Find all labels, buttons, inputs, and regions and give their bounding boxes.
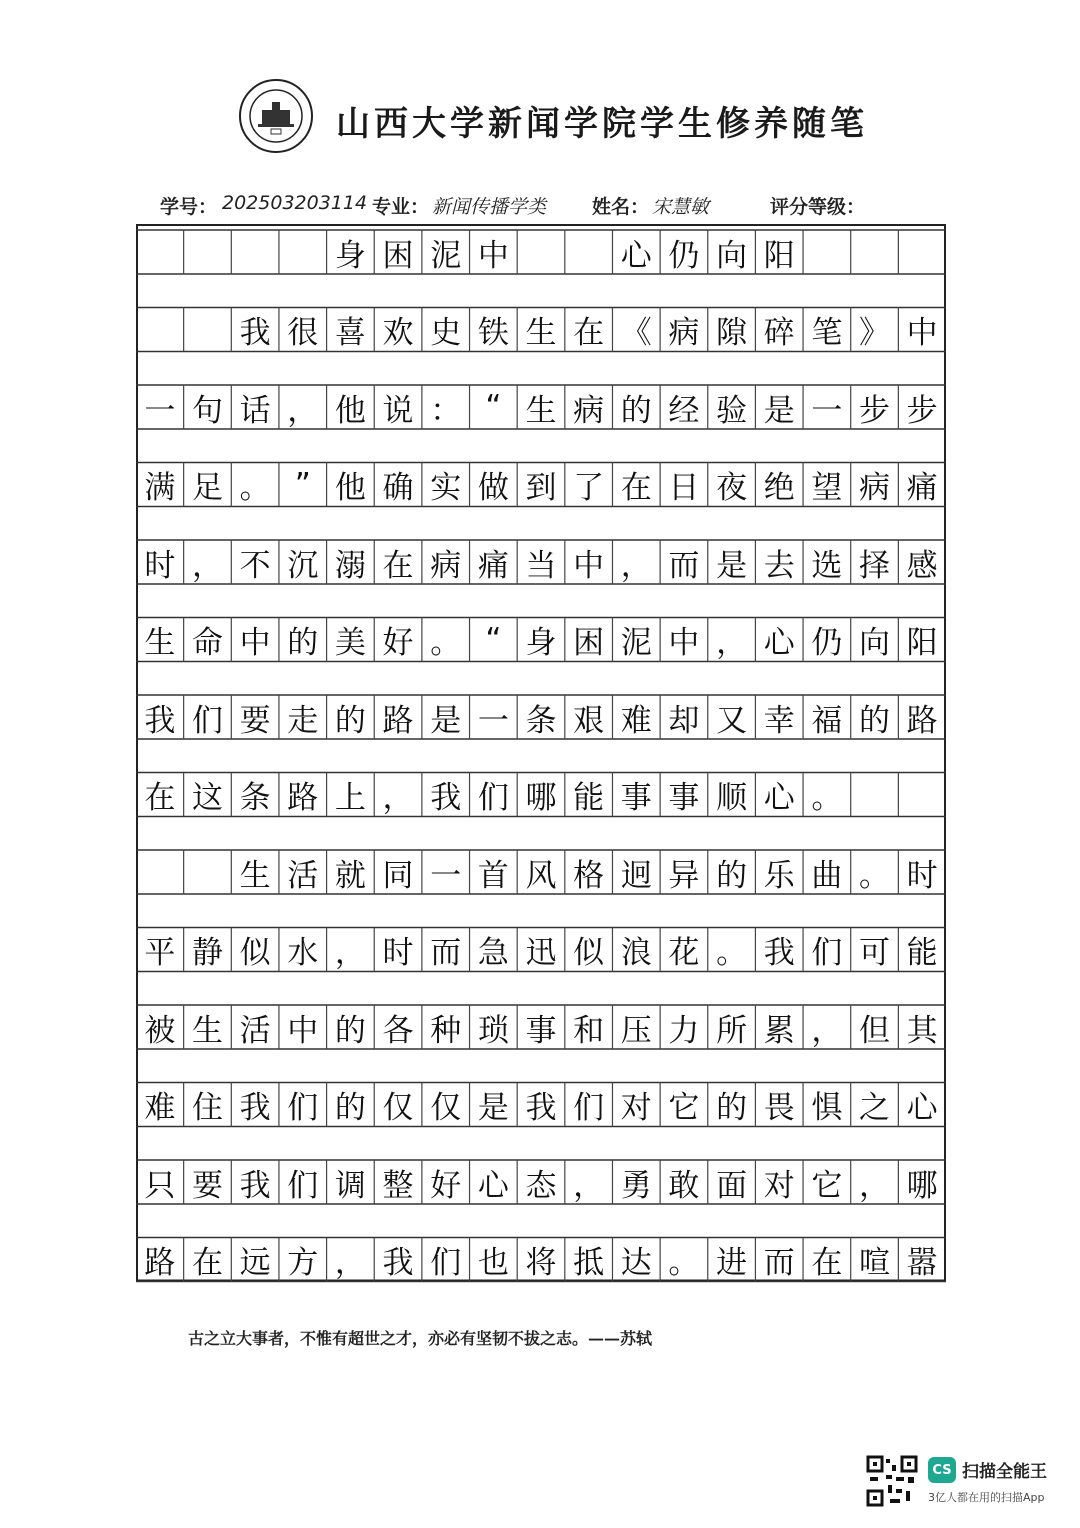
essay-char-cell: 花 (668, 935, 700, 971)
essay-char-cell: 调 (334, 1167, 366, 1204)
essay-char-cell: 所 (716, 1012, 748, 1049)
essay-char-cell: 这 (191, 780, 223, 816)
essay-char-cell: 勇 (620, 1167, 652, 1204)
essay-char-cell: 。 (811, 780, 843, 816)
essay-char-cell: 哪 (906, 1167, 938, 1204)
essay-char-cell: 心 (906, 1090, 938, 1126)
essay-char-cell: 时 (144, 547, 176, 584)
essay-char-cell: 。 (859, 857, 891, 894)
essay-char-cell: 句 (191, 392, 223, 429)
essay-char-cell (565, 230, 613, 274)
essay-char-cell: 向 (716, 237, 748, 274)
essay-char-cell: “ (485, 389, 502, 425)
essay-char-cell: 身 (334, 237, 366, 274)
essay-char-cell: 他 (334, 470, 366, 506)
essay-char-cell: 整 (382, 1167, 414, 1204)
essay-char-cell: 做 (477, 470, 509, 506)
essay-char-cell: ， (334, 935, 366, 971)
essay-char-cell: 心 (477, 1167, 509, 1204)
essay-char-cell: 而 (430, 935, 462, 971)
essay-char-cell: 阳 (763, 237, 795, 274)
essay-char-cell: 各 (382, 1012, 414, 1049)
essay-char-cell: 也 (477, 1245, 509, 1281)
essay-char-cell: 泥 (430, 237, 462, 274)
essay-row (136, 463, 946, 507)
essay-char-cell: 格 (573, 857, 605, 894)
essay-char-cell: 乐 (763, 857, 795, 894)
essay-row (136, 695, 946, 739)
essay-char-cell: 达 (620, 1245, 652, 1281)
essay-char-cell: 能 (573, 780, 605, 816)
essay-char-cell: 曲 (811, 857, 843, 894)
essay-char-cell: 困 (573, 625, 605, 661)
essay-char-cell: 》 (859, 315, 891, 351)
essay-char-cell: 抵 (573, 1245, 605, 1281)
essay-char-cell: 嚣 (906, 1245, 938, 1281)
essay-char-cell: 急 (477, 935, 509, 971)
essay-char-cell: 不 (239, 547, 271, 584)
essay-char-cell: 在 (382, 547, 414, 584)
essay-row (136, 385, 946, 429)
essay-char-cell: 我 (239, 1167, 271, 1204)
essay-char-cell (803, 230, 851, 274)
essay-row (136, 928, 946, 972)
essay-row (136, 773, 946, 817)
essay-char-cell: ， (859, 1167, 891, 1204)
essay-char-cell: 我 (430, 780, 462, 816)
essay-char-cell: 条 (239, 780, 271, 816)
essay-char-cell: 的 (334, 1012, 366, 1049)
essay-char-cell: 身 (525, 625, 557, 661)
essay-char-cell: 力 (668, 1012, 700, 1049)
essay-char-cell: 心 (620, 237, 652, 274)
essay-char-cell: 步 (906, 392, 938, 429)
essay-char-cell: 态 (525, 1167, 557, 1204)
essay-char-cell: 可 (859, 935, 891, 971)
essay-row (136, 1083, 946, 1127)
essay-char-cell: 去 (763, 547, 795, 584)
essay-char-cell: 他 (334, 392, 366, 429)
essay-char-cell: 选 (811, 547, 843, 584)
essay-char-cell: 笔 (811, 315, 843, 351)
essay-char-cell: 是 (430, 702, 462, 739)
essay-char-cell: 就 (334, 857, 366, 894)
essay-char-cell: 是 (716, 547, 748, 584)
essay-char-cell: 中 (906, 315, 938, 351)
writing-grid (136, 224, 946, 1309)
student-id-label: 学号： (160, 196, 218, 218)
essay-row (136, 1005, 946, 1049)
essay-char-cell: 日 (668, 470, 700, 506)
essay-char-cell: 事 (620, 780, 652, 816)
essay-char-cell: ， (382, 780, 414, 816)
essay-char-cell (184, 850, 232, 894)
essay-char-cell: 痛 (906, 470, 938, 506)
essay-char-cell: 将 (525, 1245, 557, 1281)
essay-char-cell: 择 (859, 547, 891, 584)
essay-char-cell: 很 (287, 315, 319, 351)
essay-char-cell: 喧 (859, 1245, 891, 1281)
essay-char-cell: 似 (573, 935, 605, 971)
essay-char-cell: 琐 (477, 1012, 509, 1049)
essay-char-cell: 福 (811, 702, 843, 739)
essay-char-cell: 说 (382, 392, 414, 429)
essay-row (136, 230, 946, 274)
camscanner-logo-icon: CS (928, 1457, 956, 1483)
qr-code-icon (866, 1455, 918, 1507)
essay-char-cell: 迥 (620, 857, 652, 894)
essay-char-cell: 和 (573, 1012, 605, 1049)
essay-char-cell: 经 (668, 392, 700, 429)
essay-char-cell: 路 (906, 702, 938, 739)
essay-row (136, 308, 946, 352)
essay-char-cell: 美 (334, 625, 366, 661)
essay-char-cell (898, 230, 946, 274)
essay-char-cell: ： (430, 392, 462, 429)
essay-char-cell: 我 (525, 1090, 557, 1126)
essay-char-cell: 被 (144, 1012, 176, 1049)
essay-char-cell: 到 (525, 470, 557, 506)
essay-char-cell (184, 308, 232, 352)
essay-char-cell: 的 (334, 1090, 366, 1126)
essay-row (136, 618, 946, 662)
essay-char-cell: 。 (716, 935, 748, 971)
essay-char-cell: 向 (859, 625, 891, 661)
essay-char-cell: 感 (906, 547, 938, 584)
essay-char-cell: 敢 (668, 1167, 700, 1204)
essay-char-cell: 验 (716, 392, 748, 429)
essay-char-cell: 中 (287, 1012, 319, 1049)
essay-char-cell: 心 (763, 780, 795, 816)
essay-char-cell: 困 (382, 237, 414, 274)
essay-char-cell: 艰 (573, 702, 605, 739)
essay-char-cell: 足 (191, 470, 223, 506)
essay-char-cell: 而 (763, 1245, 795, 1281)
essay-row (136, 1238, 946, 1282)
essay-char-cell: 中 (573, 547, 605, 584)
essay-row (136, 540, 946, 584)
essay-char-cell: 一 (477, 702, 509, 739)
major-value: 新闻传播学类 (432, 196, 547, 218)
watermark-slogan: 3亿人都在用的扫描App (928, 1491, 1045, 1504)
footer-quote: 古之立大事者，不惟有超世之才，亦必有坚韧不拔之志。——苏轼 (188, 1329, 653, 1348)
essay-char-cell: 中 (477, 237, 509, 274)
essay-char-cell: 活 (239, 1012, 271, 1049)
essay-char-cell: 又 (716, 702, 748, 739)
essay-char-cell (184, 230, 232, 274)
essay-char-cell: 铁 (477, 315, 509, 351)
essay-char-cell: 生 (144, 625, 176, 661)
essay-char-cell: 。 (239, 470, 271, 506)
essay-char-cell: 幸 (763, 702, 795, 739)
essay-char-cell: 痛 (477, 547, 509, 584)
essay-char-cell: 首 (477, 857, 509, 894)
essay-char-cell: ” (294, 466, 311, 503)
essay-char-cell: 静 (191, 935, 223, 971)
essay-char-cell: 们 (287, 1167, 319, 1204)
essay-char-cell: 生 (525, 315, 557, 351)
essay-char-cell: 畏 (763, 1090, 795, 1126)
essay-char-cell: 我 (239, 315, 271, 351)
essay-char-cell: 进 (716, 1245, 748, 1281)
page-title: 山西大学新闻学院学生修养随笔 (336, 104, 868, 144)
essay-char-cell: 当 (525, 547, 557, 584)
page-header (0, 0, 1080, 180)
essay-char-cell: 远 (239, 1245, 271, 1281)
essay-char-cell (231, 230, 279, 274)
essay-char-cell: 路 (287, 780, 319, 816)
essay-char-cell (279, 230, 327, 274)
essay-char-cell: 之 (859, 1090, 891, 1126)
essay-char-cell: 惧 (811, 1090, 843, 1126)
essay-char-cell: 水 (287, 935, 319, 971)
essay-char-cell: 上 (334, 780, 366, 816)
essay-char-cell: 我 (239, 1090, 271, 1126)
essay-char-cell: 而 (668, 547, 700, 584)
scanner-watermark (866, 1455, 1076, 1511)
essay-char-cell (136, 308, 184, 352)
essay-char-cell: 确 (382, 470, 414, 506)
essay-char-cell: 压 (620, 1012, 652, 1049)
essay-char-cell (517, 230, 565, 274)
essay-char-cell: 病 (668, 315, 700, 351)
essay-char-cell: 它 (811, 1167, 843, 1204)
essay-char-cell: 溺 (334, 547, 366, 584)
essay-char-cell: 是 (477, 1090, 509, 1126)
grade-label: 评分等级： (770, 196, 866, 218)
essay-row (136, 1160, 946, 1204)
essay-char-cell: 仍 (811, 625, 843, 661)
essay-char-cell: 了 (573, 470, 605, 506)
essay-char-cell: 要 (239, 702, 271, 739)
essay-char-cell: 异 (668, 857, 700, 894)
essay-char-cell: 隙 (716, 315, 748, 351)
essay-char-cell (136, 230, 184, 274)
essay-char-cell: 中 (239, 625, 271, 661)
essay-char-cell: 是 (763, 392, 795, 429)
essay-char-cell: 绝 (763, 470, 795, 506)
essay-char-cell: 的 (716, 1090, 748, 1126)
essay-char-cell: 中 (668, 625, 700, 661)
essay-char-cell: 其 (906, 1012, 938, 1049)
essay-char-cell: 生 (525, 392, 557, 429)
essay-char-cell: ， (620, 547, 652, 584)
essay-char-cell: 哪 (525, 780, 557, 816)
essay-char-cell: 泥 (620, 625, 652, 661)
essay-char-cell: ， (716, 625, 748, 661)
essay-char-cell: 好 (430, 1167, 462, 1204)
essay-char-cell: ， (811, 1012, 843, 1049)
essay-char-cell: 的 (859, 702, 891, 739)
essay-char-cell: 事 (668, 780, 700, 816)
essay-char-cell: 话 (239, 392, 271, 429)
essay-char-cell: ， (334, 1245, 366, 1281)
essay-char-cell: 病 (430, 547, 462, 584)
essay-char-cell (851, 230, 899, 274)
essay-char-cell: ， (287, 392, 319, 429)
student-id-value: 202503203114 (222, 192, 368, 214)
essay-char-cell: 迅 (525, 935, 557, 971)
essay-char-cell: 的 (620, 392, 652, 429)
essay-char-cell: 路 (382, 702, 414, 739)
name-value: 宋慧敏 (652, 196, 710, 218)
essay-char-cell: 走 (287, 702, 319, 739)
essay-char-cell: 们 (287, 1090, 319, 1126)
essay-char-cell: 实 (430, 470, 462, 506)
essay-char-cell: 平 (144, 935, 176, 971)
essay-char-cell: 命 (191, 625, 223, 661)
essay-char-cell: 喜 (334, 315, 366, 351)
essay-char-cell: 风 (525, 857, 557, 894)
essay-char-cell: 活 (287, 857, 319, 894)
essay-char-cell: 在 (811, 1245, 843, 1281)
essay-char-cell: 。 (430, 625, 462, 661)
essay-char-cell: 同 (382, 857, 414, 894)
essay-char-cell: 在 (573, 315, 605, 351)
essay-char-cell: 《 (620, 315, 652, 351)
essay-char-cell: 却 (668, 702, 700, 739)
student-info-line (160, 192, 920, 222)
essay-char-cell: 在 (191, 1245, 223, 1281)
essay-char-cell: 种 (430, 1012, 462, 1049)
essay-char-cell: 们 (477, 780, 509, 816)
essay-char-cell: 顺 (716, 780, 748, 816)
essay-char-cell: 累 (763, 1012, 795, 1049)
essay-char-cell: 们 (573, 1090, 605, 1126)
essay-char-cell: 能 (906, 935, 938, 971)
major-label: 专业： (372, 196, 430, 218)
essay-char-cell: 阳 (906, 625, 938, 661)
essay-char-cell: 我 (763, 935, 795, 971)
essay-char-cell: 仍 (668, 237, 700, 274)
essay-char-cell: 浪 (620, 935, 652, 971)
essay-char-cell: 条 (525, 702, 557, 739)
essay-char-cell: 路 (144, 1245, 176, 1281)
essay-char-cell: 病 (859, 470, 891, 506)
essay-char-cell: 病 (573, 392, 605, 429)
essay-char-cell: 对 (763, 1167, 795, 1204)
essay-char-cell: 的 (334, 702, 366, 739)
essay-char-cell: 们 (430, 1245, 462, 1281)
essay-char-cell: 们 (811, 935, 843, 971)
essay-char-cell: 但 (859, 1012, 891, 1049)
essay-char-cell: 住 (191, 1090, 223, 1126)
essay-char-cell: 好 (382, 625, 414, 661)
essay-char-cell: 的 (287, 625, 319, 661)
essay-char-cell: 一 (144, 392, 176, 429)
essay-char-cell: 欢 (382, 315, 414, 351)
essay-char-cell: 仅 (382, 1090, 414, 1126)
essay-char-cell: 心 (763, 625, 795, 661)
essay-char-cell: 难 (144, 1090, 176, 1126)
essay-char-cell: 一 (811, 392, 843, 429)
essay-char-cell: 史 (430, 315, 462, 351)
essay-char-cell: 的 (716, 857, 748, 894)
watermark-app-name: 扫描全能王 (962, 1462, 1047, 1482)
essay-char-cell: 仅 (430, 1090, 462, 1126)
essay-char-cell: 方 (287, 1245, 319, 1281)
essay-char-cell: 满 (144, 470, 176, 506)
essay-char-cell: 时 (906, 857, 938, 894)
essay-char-cell: 似 (239, 935, 271, 971)
essay-char-cell: “ (485, 621, 502, 658)
essay-char-cell: 碎 (763, 315, 795, 351)
essay-char-cell: 。 (668, 1245, 700, 1281)
essay-char-cell: 们 (191, 702, 223, 739)
essay-char-cell: 望 (811, 470, 843, 506)
essay-char-cell: 步 (859, 392, 891, 429)
essay-char-cell: 要 (191, 1167, 223, 1204)
essay-char-cell (136, 850, 184, 894)
essay-char-cell: 一 (430, 857, 462, 894)
essay-char-cell: 生 (191, 1012, 223, 1049)
university-seal-logo (238, 78, 314, 154)
essay-char-cell: 我 (144, 702, 176, 739)
essay-char-cell: 难 (620, 702, 652, 739)
essay-char-cell: 对 (620, 1090, 652, 1126)
essay-char-cell: 夜 (716, 470, 748, 506)
essay-char-cell: ， (573, 1167, 605, 1204)
essay-char-cell: 在 (620, 470, 652, 506)
essay-char-cell: 只 (144, 1167, 176, 1204)
essay-char-cell: 时 (382, 935, 414, 971)
essay-char-cell: 生 (239, 857, 271, 894)
essay-char-cell: 面 (716, 1167, 748, 1204)
name-label: 姓名： (592, 196, 650, 218)
essay-char-cell: ， (191, 547, 223, 584)
essay-char-cell: 事 (525, 1012, 557, 1049)
essay-row (136, 850, 946, 894)
essay-char-cell (898, 773, 946, 817)
essay-char-cell: 在 (144, 780, 176, 816)
essay-char-cell: 沉 (287, 547, 319, 584)
essay-char-cell: 它 (668, 1090, 700, 1126)
essay-char-cell (851, 773, 899, 817)
essay-char-cell: 我 (382, 1245, 414, 1281)
